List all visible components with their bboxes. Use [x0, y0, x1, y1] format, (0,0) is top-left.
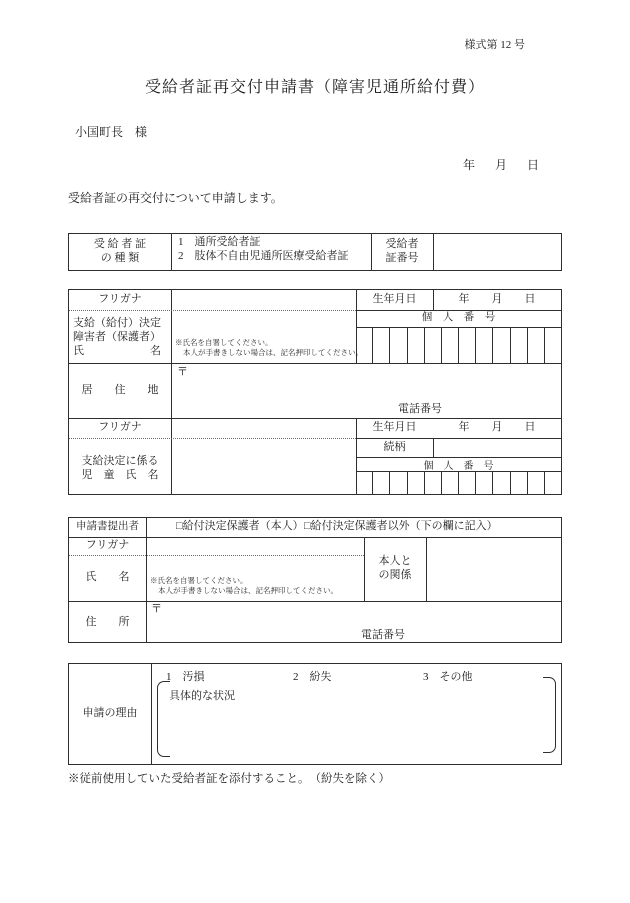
residence-label: 居 住 地	[81, 383, 159, 396]
reason-option-3[interactable]: 3 その他	[423, 671, 473, 683]
recipient-table	[68, 289, 562, 495]
child-personal-number-boxes	[356, 471, 561, 494]
personal-number-digit-box[interactable]	[441, 327, 458, 363]
personal-number-digit-box[interactable]	[475, 327, 492, 363]
guardian-birthdate-input-area[interactable]: 年 月 日	[458, 293, 536, 306]
certificate-type-label: 受 給 者 証 の 種 類	[93, 238, 147, 264]
submitter-relation-input-area[interactable]	[426, 537, 561, 601]
reason-table	[68, 663, 562, 765]
personal-number-digit-box[interactable]	[372, 471, 389, 494]
submitter-furigana-label: フリガナ	[85, 539, 130, 552]
child-furigana-label: フリガナ	[98, 421, 142, 434]
child-birthdate-input-area[interactable]: 年 月 日	[458, 421, 536, 434]
certificate-type-table	[68, 233, 562, 271]
personal-number-digit-box[interactable]	[372, 327, 389, 363]
addressee: 小国町長 様	[75, 125, 148, 139]
personal-number-digit-box[interactable]	[492, 471, 509, 494]
guardian-name-label: 支給（給付）決定 障害者（保護者） 氏 名	[73, 317, 161, 357]
guardian-birthdate-label: 生年月日	[372, 293, 417, 306]
guardian-personal-number-label: 個 人 番 号	[421, 312, 496, 324]
personal-number-digit-box[interactable]	[527, 327, 544, 363]
child-personal-number-label: 個 人 番 号	[423, 460, 494, 472]
personal-number-digit-box[interactable]	[458, 327, 475, 363]
right-bracket	[543, 677, 556, 753]
submitter-phone-label: 電話番号	[361, 629, 405, 641]
child-name-label: 支給決定に係る 児 童 氏 名	[81, 455, 159, 481]
submitter-name-label: 氏 名	[85, 571, 130, 584]
reason-option-1[interactable]: 1 汚損	[166, 671, 205, 683]
form-number: 様式第 12 号	[464, 39, 525, 51]
personal-number-digit-box[interactable]	[458, 471, 475, 494]
guardian-furigana-input-area[interactable]	[171, 290, 356, 310]
submitter-address-input-area[interactable]	[146, 601, 561, 644]
personal-number-digit-box[interactable]	[475, 471, 492, 494]
date-line: 年 月 日	[462, 158, 543, 172]
submitter-header-label: 申請書提出者	[76, 521, 139, 533]
personal-number-digit-box[interactable]	[424, 327, 441, 363]
personal-number-digit-box[interactable]	[544, 327, 561, 363]
residence-phone-label: 電話番号	[398, 403, 442, 415]
intro-sentence: 受給者証の再交付について申請します。	[68, 191, 283, 205]
footer-note: ※従前使用していた受給者証を添付すること。 （紛失を除く）	[68, 773, 390, 785]
personal-number-digit-box[interactable]	[389, 471, 406, 494]
certificate-number-input-area[interactable]	[433, 234, 561, 270]
personal-number-digit-box[interactable]	[389, 327, 406, 363]
postal-mark: 〒	[151, 603, 162, 615]
personal-number-digit-box[interactable]	[492, 327, 509, 363]
personal-number-digit-box[interactable]	[407, 471, 424, 494]
personal-number-digit-box[interactable]	[356, 471, 372, 494]
submitter-address-label: 住 所	[85, 615, 130, 628]
page-title: 受給者証再交付申請書（障害児通所給付費）	[144, 79, 485, 96]
postal-mark: 〒	[177, 366, 188, 378]
certificate-option-1[interactable]: 1 通所受給者証	[178, 236, 261, 248]
personal-number-digit-box[interactable]	[424, 471, 441, 494]
guardian-furigana-label: フリガナ	[98, 293, 142, 306]
checkbox-guardian-other[interactable]: □給付決定保護者以外（下の欄に記入）	[304, 520, 498, 532]
certificate-number-label: 受給者 証番号	[385, 238, 419, 264]
guardian-name-note: ※氏名を自署してください。 本人が手書きしない場合は、記名押印してください。	[175, 338, 363, 358]
submitter-table	[68, 517, 562, 643]
submitter-relation-label: 本人と の関係	[378, 555, 412, 581]
personal-number-digit-box[interactable]	[527, 471, 544, 494]
submitter-name-note: ※氏名を自署してください。 本人が手書きしない場合は、記名押印してください。	[150, 576, 338, 596]
child-birthdate-label: 生年月日	[372, 421, 417, 434]
certificate-type-options	[171, 236, 371, 264]
reason-detail-label: 具体的な状況	[169, 690, 235, 702]
child-name-input-area[interactable]	[171, 418, 356, 494]
residence-input-area[interactable]	[171, 363, 561, 418]
reason-label: 申請の理由	[82, 707, 138, 720]
checkbox-guardian-self[interactable]: □給付決定保護者（本人）	[176, 520, 304, 532]
child-relation-label: 続柄	[383, 440, 406, 453]
guardian-personal-number-boxes	[356, 327, 561, 363]
personal-number-digit-box[interactable]	[510, 471, 527, 494]
personal-number-digit-box[interactable]	[407, 327, 424, 363]
child-relation-input-area[interactable]	[433, 438, 561, 457]
reason-input-area[interactable]	[151, 664, 561, 764]
personal-number-digit-box[interactable]	[510, 327, 527, 363]
certificate-option-2[interactable]: 2 肢体不自由児通所医療受給者証	[178, 249, 349, 262]
reason-option-2[interactable]: 2 紛失	[293, 671, 332, 683]
personal-number-digit-box[interactable]	[544, 471, 561, 494]
personal-number-digit-box[interactable]	[441, 471, 458, 494]
